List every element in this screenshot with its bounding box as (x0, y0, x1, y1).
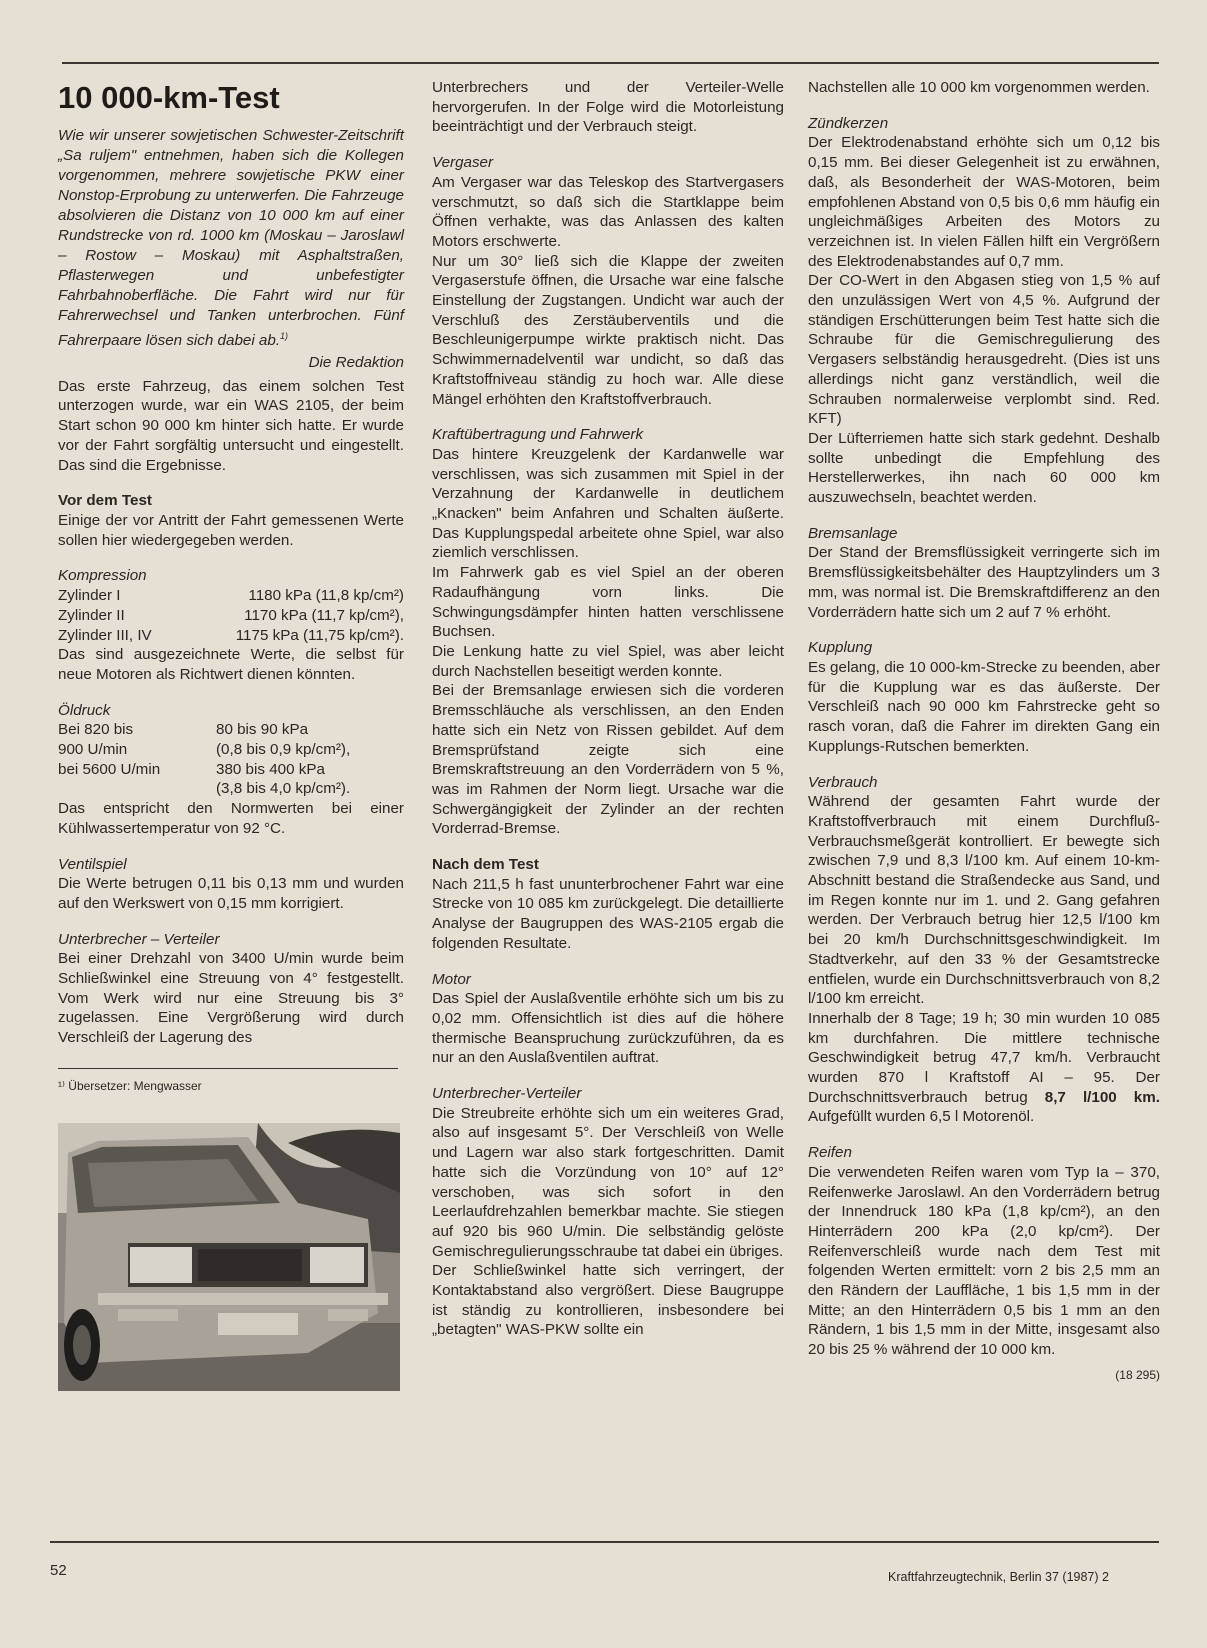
top-rule (62, 62, 1159, 64)
table-cell-label: Bei 820 bis (58, 721, 134, 739)
paragraph: Das Spiel der Auslaßventile erhöhte sich um bis zu 0,02 mm. Offensichtlich ist dies auf die höhere thermische Beanspruchung zurückzuführen, da es nur an den Auslaßventilen auftrat. (432, 990, 784, 1067)
paragraph: Nur um 30° ließ sich die Klappe der zweiten Vergaserstufe öffnen, die Ursache war eine falsche Einstellung der Zugstangen. Undicht war auch der Verschluß des Zerstäuberventils und die Beschleunigerpumpe wirkte praktisch nicht. Das Schwimmernadelventil war undicht, so daß das Kraftstoffniveau ständig zu hoch war. Alle diese Mängel erhöhten den Kraftstoffverbrauch. (432, 252, 784, 408)
paragraph: Der Elektrodenabstand erhöhte sich um 0,12 bis 0,15 mm. Bei dieser Gelegenheit ist zu erwähnen, daß, als Besonderheit der WAS-Motoren, beim empfohlenen Abstand von 0,5 bis 0,6 mm häufig ein ungleichmäßiges Arbeiten des Motors zu verzeichnen ist. In vielen Fällen hilft ein Vergrößern des Elektrodenabstandes auf 0,7 mm. (808, 134, 1160, 270)
text-run: Innerhalb der 8 Tage; 19 h; 30 min wurden 10 085 km durchfahren. Die mittlere technische Geschwindigkeit betrug 47,7 km/h. Verbraucht wurden 870 l Kraftstoff AI – 95. Der Durchschnittsverbrauch betrug (808, 1009, 1160, 1106)
table-row (58, 779, 404, 799)
text-run: Aufgefüllt wurden 6,5 l Motorenöl. (808, 1108, 1035, 1126)
table-row (58, 606, 404, 626)
paragraph (808, 1009, 1160, 1127)
intro-body: Wie wir unserer sowjetischen Schwester-Zeitschrift „Sa ruljem" entnehmen, haben sich die Kollegen vorgenommen, mehrere sowjetische PKW einer Nonstop-Erprobung zu unterwerfen. Die Fahrzeuge absolvieren die Distanz von 10 000 km auf einer Rundstrecke von rd. 1000 km (Moskau – Jaroslawl – Rostow – Moskau) mit Asphaltstraßen, Pflasterwegen und unbefestigter Fahrbahnoberfläche. Die Fahrt wird nur für Fahrerwechsel und Tanken unterbrochen. Fünf Fahrerpaare lösen sich dabei ab. (58, 127, 404, 350)
subsection-heading: Unterbrecher-Verteiler (432, 1085, 582, 1103)
paragraph: Die verwendeten Reifen waren vom Typ Ia – 370, Reifenwerke Jaroslawl. An den Vorderrädern betrug der Innendruck 180 kPa (1,8 kp/cm²), an den Hinterrädern 200 kPa (2,0 kp/cm²). Der Reifenverschleiß wurde nach dem Test mit folgenden Werten ermittelt: vorn 2 bis 2,5 mm an den Rändern der Lauffläche, 1 bis 1,5 mm in der Mitte; an den Hinterrädern 0,5 bis 1 mm an den Rändern, 1 bis 1,5 mm in der Mitte, insgesamt also 20 bis 25 % während der 10 000 km. (808, 1163, 1160, 1359)
intro-text (58, 126, 404, 351)
article-title: 10 000-km-Test (58, 80, 280, 115)
subsection-heading: Motor (432, 970, 471, 988)
subsection-heading: Verbrauch (808, 773, 878, 791)
paragraph: Nach 211,5 h fast ununterbrochener Fahrt war eine Strecke von 10 085 km zurückgelegt. Die detaillierte Analyse der Baugruppen des WAS-2105 ergab die folgenden Resultate. (432, 875, 784, 952)
intro-note: 1) (280, 331, 289, 341)
footnote-rule (58, 1068, 398, 1069)
car-photo (58, 1123, 400, 1391)
table-row (58, 720, 404, 740)
table-cell-value: (3,8 bis 4,0 kp/cm²). (216, 780, 351, 798)
subsection-heading: Vergaser (432, 154, 494, 172)
subsection-heading: Unterbrecher – Verteiler (58, 930, 220, 948)
subsection-heading: Bremsanlage (808, 524, 898, 542)
table-cell-value: 1170 kPa (11,7 kp/cm²), (244, 606, 404, 624)
table-row (58, 626, 404, 646)
paragraph: Es gelang, die 10 000-km-Strecke zu beenden, aber für die Kupplung war es das äußerste. Der Verschleiß nach 90 000 km Fahrstrecke geht so rasch voran, daß die Fahrer im direkten Gang ein Kupplungs-Rutschen bemerkten. (808, 658, 1160, 755)
paragraph: Der Lüfterriemen hatte sich stark gedehnt. Deshalb sollte unbedingt die Empfehlung des Herstellerwerkes, ihn nach 60 000 km auszuwechseln, beachtet werden. (808, 429, 1160, 507)
paragraph: Der Schließwinkel hatte sich verringert, der Kontaktabstand also vergrößert. Diese Baugruppe ist ständig zu kontrollieren, insbesondere bei „betagten" WAS-PKW sollte ein (432, 1262, 784, 1339)
table-cell-value: 1180 kPa (11,8 kp/cm²) (248, 587, 404, 605)
table-row (58, 586, 404, 606)
table-cell-value: 80 bis 90 kPa (216, 721, 309, 739)
paragraph: Das entspricht den Normwerten bei einer Kühlwassertemperatur von 92 °C. (58, 800, 404, 837)
oil-pressure-table (58, 720, 404, 799)
car-photo-icon (58, 1123, 400, 1391)
footnote: ¹⁾ Übersetzer: Mengwasser (58, 1078, 202, 1093)
bottom-rule (50, 1541, 1159, 1543)
paragraph: Im Fahrwerk gab es viel Spiel an der oberen Radaufhängung vorn links. Die Schwingungsdämpfer hinten hatten verschlissene Buchsen. (432, 564, 784, 641)
editor-signature: Die Redaktion (308, 354, 404, 372)
paragraph: Am Vergaser war das Teleskop des Startvergasers verschmutzt, so daß sich die Startklappe beim Öffnen verhakte, was das Anlassen des kalten Motors erschwerte. (432, 173, 784, 250)
article-reference: (18 295) (1115, 1367, 1160, 1382)
paragraph-continuation: Unterbrechers und der Verteiler-Welle hervorgerufen. In der Folge wird die Motorleistung beeinträchtigt und der Verbrauch steigt. (432, 79, 784, 136)
section-heading: Vor dem Test (58, 492, 152, 510)
subsection-heading: Kompression (58, 567, 147, 585)
compression-table (58, 586, 404, 645)
paragraph: Während der gesamten Fahrt wurde der Kraftstoffverbrauch mit einem Durchfluß-Verbrauchsmeßgerät kontrolliert. Er bewegte sich zwischen 7,9 und 8,3 l/100 km. Auf einem 10-km-Abschnitt bestand die Straßendecke aus Sand, und im Regen konnte nur im 1. und 2. Gang gefahren werden. Der Verbrauch betrug hier 12,5 l/100 km bei 20 km/h Durchschnittsgeschwindigkeit. Im Stadtverkehr, auf den 33 % der Gesamtstrecke entfielen, wurde ein Durchschnittsverbrauch von 8,2 l/100 km erreicht. (808, 793, 1160, 1008)
paragraph: Das sind ausgezeichnete Werte, die selbst für neue Motoren als Richtwert dienen könnten. (58, 646, 404, 683)
table-cell-label: Zylinder I (58, 587, 121, 605)
subsection-heading: Öldruck (58, 701, 111, 719)
subsection-heading: Zündkerzen (808, 114, 889, 132)
paragraph: Die Werte betrugen 0,11 bis 0,13 mm und wurden auf den Werkswert von 0,15 mm korrigiert. (58, 875, 404, 912)
paragraph: Das hintere Kreuzgelenk der Kardanwelle war verschlissen, was sich zusammen mit Spiel in der Verzahnung der Kardanwelle in deutlichem „Knacken" beim Anfahren und Schalten äußerte. Das Kupplungspedal arbeitete ohne Spiel, war also ziemlich verschlissen. (432, 445, 784, 562)
text-run-bold: 8,7 l/100 km. (1044, 1088, 1160, 1106)
paragraph: Die Streubreite erhöhte sich um ein weiteres Grad, also auf insgesamt 5°. Der Verschleiß von Welle und Lagern war also stark fortgeschritten. Damit hatte sich die Vorzündung von 10° auf 12° verschoben, was sich sofort in den Leerlaufdrehzahlen bemerkbar machte. Sie stiegen auf 920 bis 960 U/min. Die selbständig gelöste Gemischregulierungsschraube tat dabei ein übriges. (432, 1104, 784, 1260)
subsection-heading: Reifen (808, 1144, 852, 1162)
section-heading: Nach dem Test (432, 856, 539, 874)
paragraph: Der Stand der Bremsflüssigkeit verringerte sich im Bremsflüssigkeitsbehälter des Hauptzylinders um 3 mm, was normal ist. Die Bremskraftdifferenz an den Vorderrädern hatte sich um 2 auf 7 % erhöht. (808, 544, 1160, 621)
table-cell-label: 900 U/min (58, 741, 128, 759)
table-row (58, 740, 404, 760)
journal-footer: Kraftfahrzeugtechnik, Berlin 37 (1987) 2 (888, 1570, 1109, 1584)
table-cell-label: Zylinder III, IV (58, 626, 152, 644)
page-number: 52 (50, 1562, 67, 1579)
table-cell-label: Zylinder II (58, 606, 125, 624)
table-cell-label: bei 5600 U/min (58, 760, 161, 778)
subsection-heading: Ventilspiel (58, 855, 127, 873)
table-cell-label (58, 779, 216, 799)
paragraph: Die Lenkung hatte zu viel Spiel, was aber leicht durch Nachstellen beseitigt werden konnte. (432, 642, 784, 680)
subsection-heading: Kupplung (808, 639, 873, 657)
column-3 (808, 78, 1160, 1386)
paragraph: Bei einer Drehzahl von 3400 U/min wurde beim Schließwinkel eine Streuung von 4° festgestellt. Vom Werk wird nur eine Streuung bis 3° zugelassen. Eine Vergrößerung wird durch Verschleiß der Lagerung des (58, 950, 404, 1047)
table-row (58, 760, 404, 780)
subsection-heading: Kraftübertragung und Fahrwerk (432, 426, 644, 444)
paragraph-continuation: Nachstellen alle 10 000 km vorgenommen werden. (808, 79, 1150, 96)
table-cell-value: 1175 kPa (11,75 kp/cm²). (235, 626, 404, 644)
column-1 (58, 78, 404, 1391)
table-cell-value: (0,8 bis 0,9 kp/cm²), (216, 741, 351, 759)
paragraph: Der CO-Wert in den Abgasen stieg von 1,5 % auf den unzulässigen Wert von 4,5 %. Aufgrund der ständigen Erschütterungen beim Test hatte sich die Schraube für die Gemischregulierung des Vergasers selbständig herausgedreht. (Dies ist uns allerdings nicht ganz verständlich, weil die Schrauben normalerweise verplombt sind. Red. KFT) (808, 272, 1160, 428)
paragraph: Einige der vor Antritt der Fahrt gemessenen Werte sollen hier wiedergegeben werden. (58, 511, 404, 549)
column-2 (432, 78, 784, 1340)
paragraph: Das erste Fahrzeug, das einem solchen Test unterzogen wurde, war ein WAS 2105, der beim Start schon 90 000 km hinter sich hatte. Er wurde vor der Fahrt sorgfältig untersucht und eingestellt. Das sind die Ergebnisse. (58, 377, 404, 474)
paragraph: Bei der Bremsanlage erwiesen sich die vorderen Bremsschläuche als verschlissen, an den Enden hatte sich ein Netz von Rissen gebildet. Auf dem Bremsprüfstand zeigte sich eine Bremskraftstreuung an den Vorderrädern von 5 %, was im Rahmen der Norm liegt. Ursache war die Schwergängigkeit der Zylinder an der rechten Vorderrad-Bremse. (432, 682, 784, 838)
table-cell-value: 380 bis 400 kPa (216, 760, 325, 778)
